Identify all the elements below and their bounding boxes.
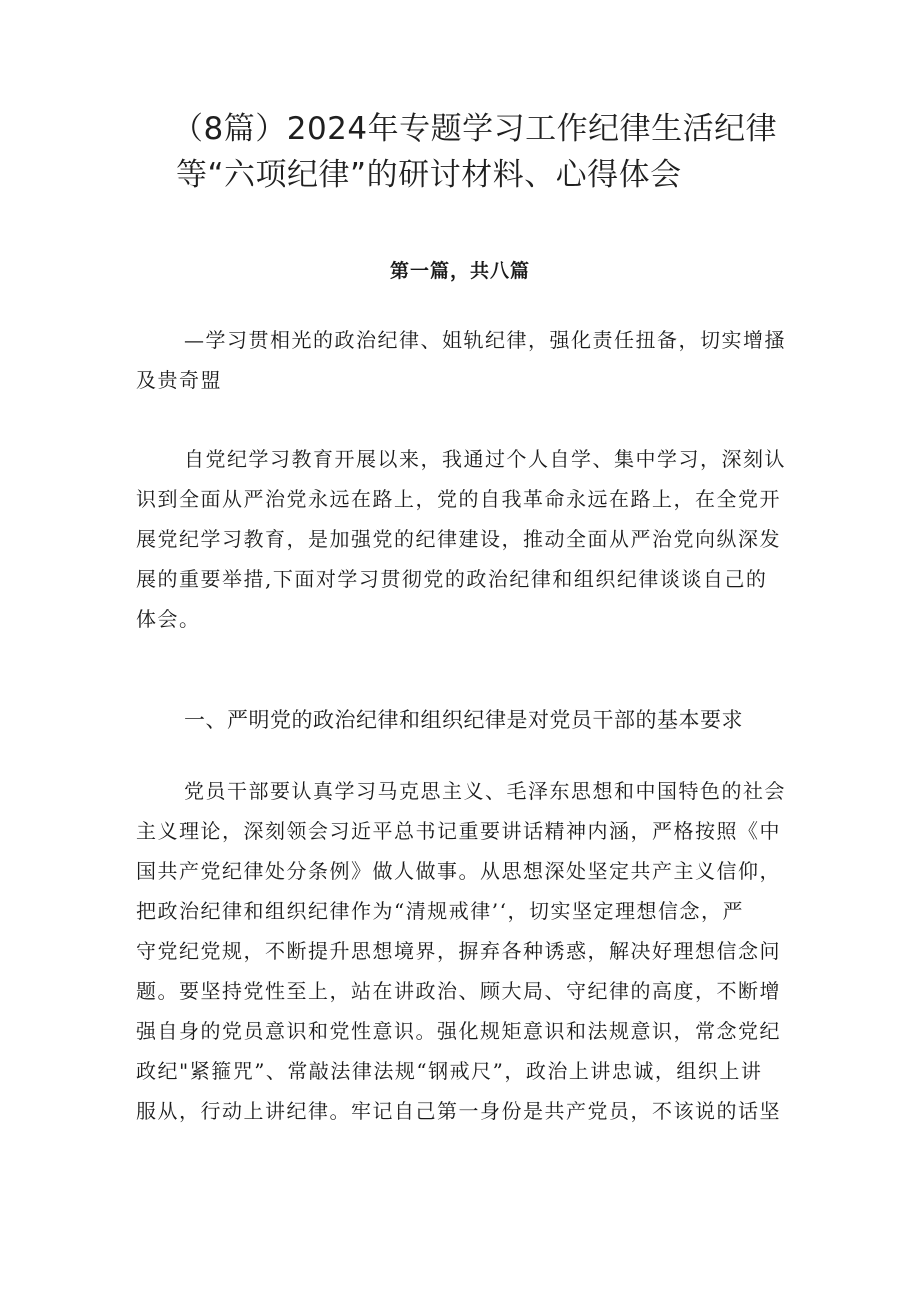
paragraph-line: 题。要坚持党性至上，站在讲政治、顾大局、守纪律的高度，不断增 <box>136 979 781 1003</box>
subtitle-paragraph <box>136 320 796 400</box>
paragraph-line: 国共产党纪律处分条例》做人做事。从思想深处坚定共产主义信仰， <box>136 859 781 883</box>
paragraph-line: 服从，行动上讲纪律。牢记自己第一身份是共产党员，不该说的话坚 <box>136 1099 781 1123</box>
paragraph-line: 体会。 <box>136 607 201 631</box>
paragraph-line: 政纪"紧箍咒”、常敲法律法规“钢戒尺”，政治上讲忠诚，组织上讲 <box>136 1059 763 1083</box>
paragraph-line: 把政治纪律和组织纪律作为“清规戒律’‘，切实坚定理想信念，严 <box>136 899 744 923</box>
document-title <box>172 106 812 198</box>
paragraph-line: 强自身的党员意识和党性意识。强化规矩意识和法规意识，常念党纪 <box>136 1019 781 1043</box>
paragraph-line: 识到全面从严治党永远在路上，党的自我革命永远在路上，在全党开 <box>136 487 781 511</box>
paragraph-line: 自党纪学习教育开展以来，我通过个人自学、集中学习，深刻认 <box>184 447 786 471</box>
paragraph-line: 及贵奇盟 <box>136 368 222 392</box>
title-line: （8篇）2024年专题学习工作纪律生活纪律 <box>172 111 778 147</box>
paragraph-line: 守党纪党规，不断提升思想境界，摒弃各种诱惑，解决好理想信念问 <box>136 939 781 963</box>
intro-paragraph <box>136 439 796 639</box>
paragraph-line: —学习贯相光的政治纪律、姐轨纪律，强化责任扭备，切实增搔 <box>184 328 786 352</box>
chapter-heading: 第一篇，共八篇 <box>389 260 530 282</box>
body-paragraph <box>136 771 796 1131</box>
paragraph-line: 展的重要举措,下面对学习贯彻党的政治纪律和组织纪律谈谈自己的 <box>136 567 768 591</box>
title-line: 等“六项纪律”的研讨材料、心得体会 <box>176 157 682 193</box>
paragraph-line: 主义理论，深刻领会习近平总书记重要讲话精神内涵，严格按照《中 <box>136 819 781 843</box>
paragraph-line: 展党纪学习教育，是加强党的纪律建设，推动全面从严治党向纵深发 <box>136 527 781 551</box>
section-heading: 一、严明党的政治纪律和组织纪律是对党员干部的基本要求 <box>184 708 743 732</box>
paragraph-line: 党员干部要认真学习马克思主义、毛泽东思想和中国特色的社会 <box>184 779 786 803</box>
